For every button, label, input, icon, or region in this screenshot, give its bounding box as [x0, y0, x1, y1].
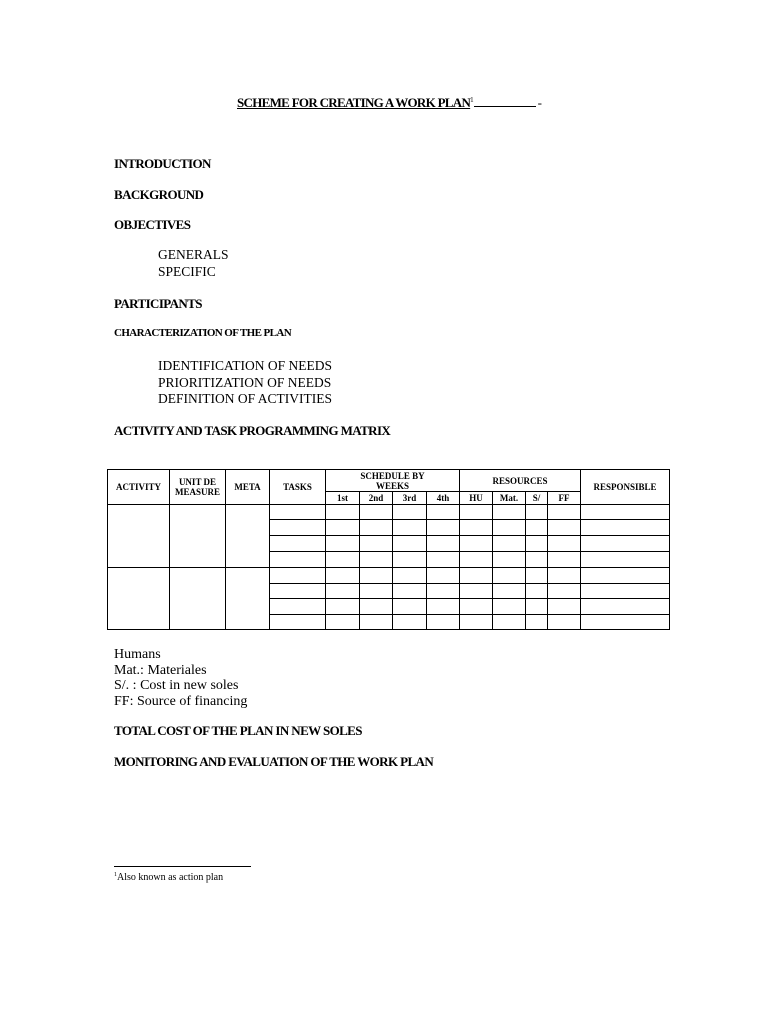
characterization-item: IDENTIFICATION OF NEEDS — [158, 358, 332, 373]
table-cell — [460, 520, 493, 536]
title-blank-line — [474, 95, 536, 107]
table-cell — [493, 505, 526, 520]
table-cell — [526, 552, 548, 568]
table-cell — [393, 520, 427, 536]
objectives-list — [138, 247, 229, 280]
table-cell — [326, 584, 360, 599]
table-cell — [360, 615, 393, 630]
table-cell — [427, 615, 460, 630]
activity-task-matrix — [107, 469, 670, 630]
heading-objectives: OBJECTIVES — [114, 217, 191, 232]
header-week-3: 3rd — [393, 492, 427, 505]
heading-participants: PARTICIPANTS — [114, 296, 202, 311]
table-cell — [581, 568, 670, 584]
table-cell — [460, 615, 493, 630]
table-cell — [526, 520, 548, 536]
table-cell — [270, 584, 326, 599]
table-cell — [460, 536, 493, 552]
table-cell — [326, 520, 360, 536]
heading-background: BACKGROUND — [114, 187, 204, 202]
table-cell — [360, 599, 393, 615]
header-activity: ACTIVITY — [108, 470, 170, 505]
table-cell — [548, 599, 581, 615]
legend-item-materials: Mat.: Materiales — [114, 662, 207, 678]
table-cell — [548, 536, 581, 552]
table-cell — [326, 599, 360, 615]
table-cell — [270, 520, 326, 536]
table-cell — [427, 505, 460, 520]
table-cell — [548, 568, 581, 584]
table-cell — [393, 568, 427, 584]
table-cell — [108, 568, 170, 630]
title-dash: - — [537, 95, 542, 110]
table-cell — [393, 599, 427, 615]
table-cell — [526, 568, 548, 584]
table-cell — [493, 584, 526, 599]
table-cell — [427, 536, 460, 552]
table-cell — [393, 505, 427, 520]
header-resource-hu: HU — [460, 492, 493, 505]
table-cell — [526, 536, 548, 552]
table-cell — [493, 568, 526, 584]
table-cell — [548, 615, 581, 630]
header-tasks: TASKS — [270, 470, 326, 505]
header-resource-soles: S/ — [526, 492, 548, 505]
table-cell — [108, 505, 170, 568]
table-cell — [493, 615, 526, 630]
table-cell — [460, 568, 493, 584]
table-cell — [360, 552, 393, 568]
table-cell — [493, 520, 526, 536]
list-item — [138, 247, 229, 264]
table-cell — [360, 568, 393, 584]
table-cell — [581, 584, 670, 599]
table-cell — [270, 505, 326, 520]
table-cell — [360, 536, 393, 552]
header-resource-mat: Mat. — [493, 492, 526, 505]
document-title — [237, 94, 542, 112]
table-cell — [270, 552, 326, 568]
table-cell — [460, 584, 493, 599]
table-cell — [170, 568, 226, 630]
characterization-item: DEFINITION OF ACTIVITIES — [158, 391, 332, 406]
footnote — [114, 872, 223, 883]
title-text: SCHEME FOR CREATING A WORK PLAN — [237, 95, 471, 110]
table-cell — [548, 584, 581, 599]
header-schedule-by-weeks: SCHEDULE BY WEEKS — [326, 470, 460, 492]
table-cell — [526, 584, 548, 599]
table-cell — [360, 505, 393, 520]
objective-item-specific: SPECIFIC — [158, 263, 216, 279]
header-meta: META — [226, 470, 270, 505]
table-cell — [581, 599, 670, 615]
table-cell — [326, 552, 360, 568]
heading-matrix: ACTIVITY AND TASK PROGRAMMING MATRIX — [114, 423, 391, 438]
table-cell — [226, 505, 270, 568]
list-item — [138, 358, 332, 375]
header-unit-of-measure: UNIT DE MEASURE — [170, 470, 226, 505]
table-cell — [581, 520, 670, 536]
table-cell — [270, 599, 326, 615]
table-cell — [427, 520, 460, 536]
table-cell — [270, 536, 326, 552]
table-cell — [548, 552, 581, 568]
table-cell — [526, 615, 548, 630]
heading-total-cost: TOTAL COST OF THE PLAN IN NEW SOLES — [114, 723, 362, 738]
heading-characterization: CHARACTERIZATION OF THE PLAN — [114, 327, 292, 339]
list-item — [138, 375, 332, 392]
table-cell — [270, 568, 326, 584]
header-week-2: 2nd — [360, 492, 393, 505]
table-cell — [548, 505, 581, 520]
table-cell — [326, 505, 360, 520]
header-week-1: 1st — [326, 492, 360, 505]
table-cell — [393, 536, 427, 552]
characterization-item: PRIORITIZATION OF NEEDS — [158, 374, 332, 390]
table-cell — [326, 536, 360, 552]
table-cell — [526, 505, 548, 520]
footnote-ref: 1 — [114, 872, 117, 878]
table-cell — [460, 552, 493, 568]
table-cell — [427, 568, 460, 584]
table-cell — [581, 505, 670, 520]
list-item — [138, 391, 332, 408]
table-cell — [581, 552, 670, 568]
legend-item-financing: FF: Source of financing — [114, 693, 248, 709]
table-cell — [427, 552, 460, 568]
table-cell — [427, 584, 460, 599]
characterization-list — [138, 358, 332, 408]
table-cell — [493, 552, 526, 568]
table-cell — [270, 615, 326, 630]
legend-item-soles: S/. : Cost in new soles — [114, 678, 239, 693]
table-cell — [393, 552, 427, 568]
objective-item-generals: GENERALS — [158, 247, 229, 262]
table-cell — [548, 520, 581, 536]
legend-item-humans: Humans — [114, 647, 161, 662]
table-cell — [326, 615, 360, 630]
table-cell — [360, 520, 393, 536]
table-cell — [427, 599, 460, 615]
header-week-4: 4th — [427, 492, 460, 505]
footnote-separator — [114, 866, 251, 867]
header-resource-ff: FF — [548, 492, 581, 505]
table-cell — [581, 615, 670, 630]
table-cell — [393, 584, 427, 599]
table-cell — [170, 505, 226, 568]
table-cell — [460, 599, 493, 615]
table-row — [108, 505, 670, 520]
table-cell — [493, 599, 526, 615]
heading-monitoring: MONITORING AND EVALUATION OF THE WORK PLAN — [114, 754, 434, 769]
title-footnote-ref: 1 — [470, 96, 474, 104]
table-cell — [360, 584, 393, 599]
table-cell — [493, 536, 526, 552]
abbreviation-legend — [114, 647, 247, 709]
table-cell — [226, 568, 270, 630]
table-cell — [526, 599, 548, 615]
header-resources: RESOURCES — [460, 470, 581, 492]
table-cell — [581, 536, 670, 552]
header-responsible: RESPONSIBLE — [581, 470, 670, 505]
table-row — [108, 568, 670, 584]
table-cell — [326, 568, 360, 584]
heading-introduction: INTRODUCTION — [114, 156, 211, 171]
footnote-text: Also known as action plan — [117, 872, 224, 883]
table-cell — [460, 505, 493, 520]
table-cell — [393, 615, 427, 630]
list-item — [138, 264, 229, 281]
